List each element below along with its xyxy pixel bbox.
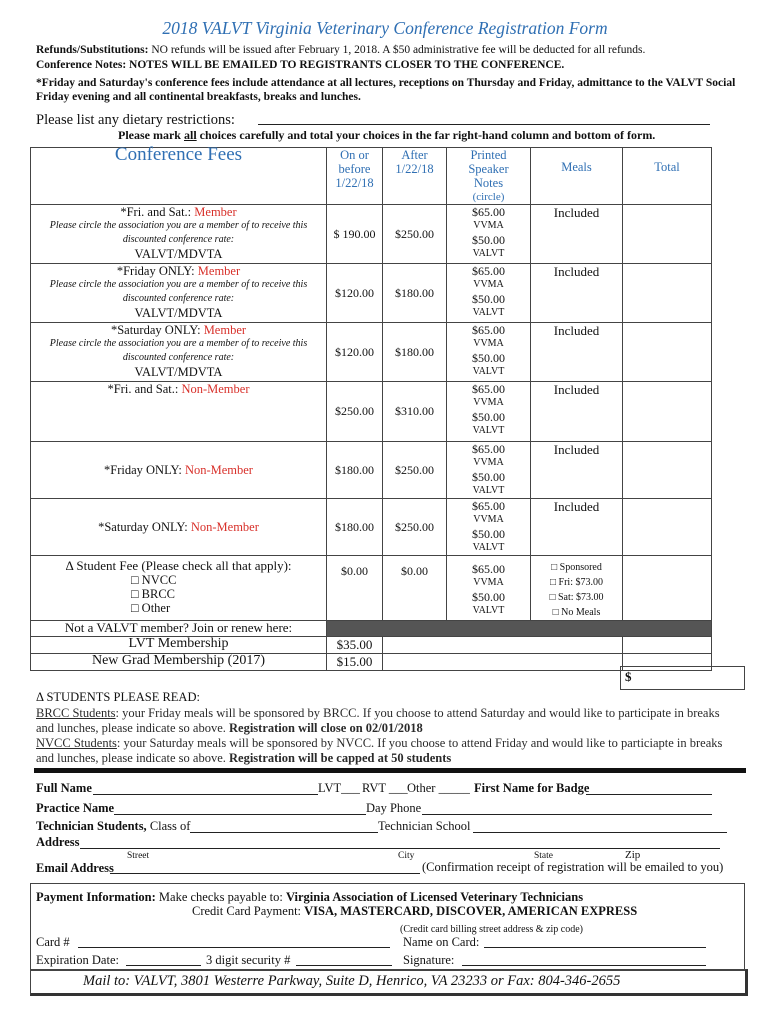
conf-notes-label: Conference Notes: (36, 59, 127, 71)
speaker-label-1: VVMA (473, 338, 504, 349)
checks-payable-label: Make checks payable to: (158, 890, 283, 904)
practice-name-input[interactable] (114, 814, 366, 815)
speaker-notes-options[interactable] (447, 264, 531, 323)
circle-note-2: discounted conference rate: (122, 234, 235, 245)
rvt-option[interactable]: RVT ___ (362, 781, 408, 795)
mark-all: all (183, 128, 197, 142)
association-choice[interactable]: VALVT/MDVTA (134, 365, 223, 379)
meal-option-sat[interactable]: □ Sat: $73.00 (549, 592, 604, 603)
payee-name: Virginia Association of Licensed Veterinary Technicians (285, 890, 584, 904)
payment-line-2 (192, 904, 637, 919)
student-fee-label: Δ Student Fee (Please check all that apply): (65, 558, 292, 573)
email-label: Email Address (36, 861, 114, 875)
fee-category (31, 323, 327, 382)
table-row (31, 499, 712, 556)
speaker-label-1: VVMA (473, 279, 504, 290)
meals-cell: Included (531, 264, 623, 323)
class-of-input[interactable] (190, 832, 378, 833)
class-of-label: Class of (149, 819, 191, 833)
membership-header-row (31, 621, 712, 637)
lvt-membership-label: LVT Membership (31, 637, 327, 654)
speaker-price-1: $65.00 (472, 499, 505, 513)
address-input[interactable] (80, 848, 720, 849)
card-number-input[interactable] (78, 947, 390, 948)
card-number-label: Card # (36, 935, 70, 949)
mark-prefix: Please mark (118, 128, 184, 142)
early-fee: $180.00 (327, 442, 383, 499)
early-fee: $ 190.00 (327, 205, 383, 264)
other-option[interactable]: Other _____ (407, 781, 470, 795)
state-caption: State (534, 851, 553, 861)
speaker-price-2: $50.00 (472, 351, 505, 365)
meal-option-fri[interactable]: □ Fri: $73.00 (550, 577, 603, 588)
row-type: Non-Member (184, 463, 253, 477)
speaker-label-2: VALVT (472, 366, 505, 377)
total-cell[interactable] (623, 499, 712, 556)
dietary-label: Please list any dietary restrictions: (36, 112, 235, 128)
full-name-input[interactable] (93, 794, 318, 795)
speaker-label-2: VALVT (472, 605, 505, 616)
student-fee-category (31, 556, 327, 621)
conference-notes (36, 59, 564, 71)
speaker-price-1: $65.00 (472, 562, 505, 576)
row-prefix: *Saturday ONLY: (110, 323, 201, 337)
meal-option-sponsored[interactable]: □ Sponsored (551, 562, 602, 573)
speaker-price-2: $50.00 (472, 590, 505, 604)
name-on-card-input[interactable] (484, 947, 706, 948)
total-cell[interactable] (623, 205, 712, 264)
tech-school-label: Technician School (378, 819, 471, 833)
students-read-heading: Δ STUDENTS PLEASE READ: (36, 690, 200, 704)
cc-types: VISA, MASTERCARD, DISCOVER, AMERICAN EXPRESS (304, 904, 638, 918)
speaker-price-2: $50.00 (472, 527, 505, 541)
mark-suffix: choices carefully and total your choices in the far right-hand column and bottom of form. (196, 128, 656, 142)
refunds-note (36, 44, 645, 56)
header-total: Total (623, 148, 712, 205)
fees-include-line-1: *Friday and Saturday's conference fees include attendance at all lectures, receptions on Thursday and Friday, admittance to the VALVT Social (36, 77, 736, 89)
shaded-divider (327, 621, 712, 637)
total-cell[interactable] (623, 323, 712, 382)
meals-cell: Included (531, 323, 623, 382)
speaker-price-1: $65.00 (472, 323, 505, 337)
speaker-label-2: VALVT (472, 542, 505, 553)
row-prefix: *Fri. and Sat.: (120, 205, 192, 219)
row-type: Member (197, 264, 241, 278)
speaker-price-2: $50.00 (472, 292, 505, 306)
brcc-text: : your Friday meals will be sponsored by BRCC. If you choose to attend Saturday and would like to participate in breaks (115, 706, 720, 720)
speaker-label-2: VALVT (472, 307, 505, 318)
brcc-line-2 (36, 721, 423, 736)
circle-note-1: Please circle the association you are a member of to receive this (49, 279, 308, 290)
membership-row (31, 654, 712, 671)
row-type: Non-Member (181, 382, 250, 396)
speaker-price-1: $65.00 (472, 382, 505, 396)
tech-school-input[interactable] (473, 832, 727, 833)
student-option-nvcc[interactable]: □ NVCC (131, 573, 177, 587)
speaker-label-1: VVMA (473, 220, 504, 231)
row-type: Member (203, 323, 247, 337)
early-fee: $120.00 (327, 264, 383, 323)
header-speaker-2: Speaker (468, 162, 509, 176)
speaker-label-2: VALVT (472, 425, 505, 436)
header-on-or-before (327, 148, 383, 205)
row-prefix: *Friday ONLY: (116, 264, 195, 278)
empty-cell (383, 654, 623, 671)
nvcc-cap: Registration will be capped at 50 students (229, 751, 452, 765)
row-prefix: *Fri. and Sat.: (107, 382, 179, 396)
header-on-before-3: 1/22/18 (335, 176, 374, 190)
header-on-before-1: On or (340, 148, 369, 162)
badge-input[interactable] (586, 794, 712, 795)
day-phone-label: Day Phone (366, 801, 422, 815)
meal-option-no-meals[interactable]: □ No Meals (552, 607, 601, 618)
table-row (31, 323, 712, 382)
meals-cell: Included (531, 499, 623, 556)
brcc-text-2: and lunches, please indicate so above. (36, 721, 229, 735)
speaker-price-1: $65.00 (472, 442, 505, 456)
header-after-1: After (401, 148, 428, 162)
table-row (31, 442, 712, 499)
row-type: Non-Member (190, 520, 259, 534)
form-title: 2018 VALVT Virginia Veterinary Conference Registration Form (162, 18, 608, 38)
total-cell[interactable] (623, 442, 712, 499)
row-type: Member (194, 205, 237, 219)
table-row (31, 382, 712, 442)
association-choice[interactable]: VALVT/MDVTA (134, 247, 223, 261)
refunds-text: NO refunds will be issued after February 1, 2018. A $50 administrative fee will be deducted for all refunds. (151, 44, 646, 56)
conf-notes-text: NOTES WILL BE EMAILED TO REGISTRANTS CLOSER TO THE CONFERENCE. (129, 59, 565, 71)
total-cell[interactable] (623, 382, 712, 442)
meals-cell: Included (531, 442, 623, 499)
full-name-label: Full Name (36, 781, 92, 795)
nvcc-text: : your Saturday meals will be sponsored by NVCC. If you choose to attend Friday and would like to particiapte in breaks (116, 736, 723, 750)
speaker-price-1: $65.00 (472, 205, 505, 219)
cc-payment-label: Credit Card Payment: (192, 904, 302, 918)
tech-students-line (36, 819, 190, 834)
header-speaker-4: (circle) (472, 191, 505, 203)
speaker-notes-options[interactable] (447, 382, 531, 442)
badge-label: First Name for Badge (474, 781, 590, 795)
total-cell[interactable] (623, 264, 712, 323)
student-meals-options (531, 556, 623, 621)
fee-category (31, 205, 327, 264)
circle-note-1: Please circle the association you are a member of to receive this (49, 338, 308, 349)
refunds-label: Refunds/Substitutions: (36, 44, 149, 56)
fee-category (31, 382, 327, 442)
newgrad-membership-label: New Grad Membership (2017) (31, 654, 327, 671)
header-after (383, 148, 447, 205)
brcc-label: BRCC Students (36, 706, 116, 720)
speaker-notes-options[interactable] (447, 442, 531, 499)
security-label: 3 digit security # (206, 953, 291, 967)
early-fee: $120.00 (327, 323, 383, 382)
billing-note: (Credit card billing street address & zip code) (400, 924, 583, 935)
speaker-price-1: $65.00 (472, 264, 505, 278)
header-speaker-notes (447, 148, 531, 205)
nvcc-text-2: and lunches, please indicate so above. (36, 751, 229, 765)
brcc-line-1 (36, 706, 720, 721)
total-cell[interactable] (623, 556, 712, 621)
circle-note-2: discounted conference rate: (122, 293, 235, 304)
speaker-label-1: VVMA (473, 514, 504, 525)
nvcc-line-2 (36, 751, 451, 766)
late-fee: $310.00 (383, 382, 447, 442)
speaker-label-2: VALVT (472, 485, 505, 496)
speaker-label-1: VVMA (473, 457, 504, 468)
total-cell[interactable] (623, 637, 712, 654)
zip-caption: Zip (625, 849, 641, 861)
late-fee: $180.00 (383, 264, 447, 323)
speaker-notes-options[interactable] (447, 205, 531, 264)
header-on-before-2: before (338, 162, 371, 176)
signature-label: Signature: (403, 953, 455, 967)
student-late-fee: $0.00 (383, 556, 447, 621)
email-note: (Confirmation receipt of registration will be emailed to you) (422, 860, 724, 874)
speaker-label-2: VALVT (472, 248, 505, 259)
late-fee: $250.00 (383, 205, 447, 264)
meals-cell: Included (531, 205, 623, 264)
circle-note-1: Please circle the association you are a member of to receive this (49, 220, 308, 231)
table-row (31, 264, 712, 323)
expiration-label: Expiration Date: (36, 953, 119, 967)
expiration-input[interactable] (126, 965, 201, 966)
practice-name-label: Practice Name (36, 801, 115, 815)
day-phone-input[interactable] (422, 814, 712, 815)
city-caption: City (398, 851, 415, 861)
mail-to-address: Mail to: VALVT, 3801 Westerre Parkway, Suite D, Henrico, VA 23233 or Fax: 804-346-2655 (83, 973, 621, 989)
student-option-brcc[interactable]: □ BRCC (131, 587, 176, 601)
address-label: Address (36, 835, 80, 849)
speaker-price-2: $50.00 (472, 410, 505, 424)
mark-all-instruction (118, 128, 655, 143)
street-caption: Street (127, 851, 150, 861)
empty-cell (383, 637, 623, 654)
brcc-close-date: Registration will close on 02/01/2018 (229, 721, 423, 735)
speaker-notes-options[interactable] (447, 499, 531, 556)
name-on-card-label: Name on Card: (403, 935, 480, 949)
late-fee: $250.00 (383, 499, 447, 556)
dietary-input-line[interactable] (258, 124, 710, 125)
late-fee: $250.00 (383, 442, 447, 499)
nvcc-line-1 (36, 736, 722, 751)
student-speaker-notes[interactable] (447, 556, 531, 621)
mail-to-box (30, 969, 748, 996)
meals-cell: Included (531, 382, 623, 442)
late-fee: $180.00 (383, 323, 447, 382)
conference-fees-table (30, 144, 712, 671)
speaker-price-2: $50.00 (472, 233, 505, 247)
table-row (31, 205, 712, 264)
email-input[interactable] (110, 873, 420, 874)
grand-total-box[interactable] (620, 666, 745, 690)
nvcc-label: NVCC Students (36, 736, 117, 750)
row-prefix: *Saturday ONLY: (98, 520, 188, 534)
header-speaker-1: Printed (470, 148, 507, 162)
membership-header: Not a VALVT member? Join or renew here: (31, 621, 327, 637)
speaker-notes-options[interactable] (447, 323, 531, 382)
fees-include-line-2: Friday evening and all continental breakfasts, breaks and lunches. (36, 91, 361, 103)
tech-students-label: Technician Students, (36, 819, 147, 833)
header-conference-fees: Conference Fees (31, 148, 327, 205)
table-header-row (31, 148, 712, 205)
student-fee-row (31, 556, 712, 621)
speaker-price-2: $50.00 (472, 470, 505, 484)
section-divider (34, 768, 746, 773)
payment-line-1 (36, 890, 583, 905)
header-after-2: 1/22/18 (395, 162, 434, 176)
speaker-label-1: VVMA (473, 577, 504, 588)
header-meals: Meals (531, 148, 623, 205)
student-option-other[interactable]: □ Other (131, 601, 171, 615)
fee-category (31, 499, 327, 556)
circle-note-2: discounted conference rate: (122, 352, 235, 363)
signature-input[interactable] (462, 965, 706, 966)
grand-total-symbol: $ (625, 669, 632, 684)
student-early-fee: $0.00 (327, 556, 383, 621)
lvt-membership-fee: $35.00 (327, 637, 383, 654)
payment-label: Payment Information: (36, 890, 156, 904)
newgrad-membership-fee: $15.00 (327, 654, 383, 671)
lvt-option[interactable]: LVT___ (318, 781, 360, 795)
fee-category (31, 264, 327, 323)
fee-category (31, 442, 327, 499)
early-fee: $180.00 (327, 499, 383, 556)
header-speaker-3: Notes (473, 176, 504, 190)
row-prefix: *Friday ONLY: (104, 463, 182, 477)
association-choice[interactable]: VALVT/MDVTA (134, 306, 223, 320)
early-fee: $250.00 (327, 382, 383, 442)
speaker-label-1: VVMA (473, 397, 504, 408)
security-input[interactable] (296, 965, 392, 966)
membership-row (31, 637, 712, 654)
